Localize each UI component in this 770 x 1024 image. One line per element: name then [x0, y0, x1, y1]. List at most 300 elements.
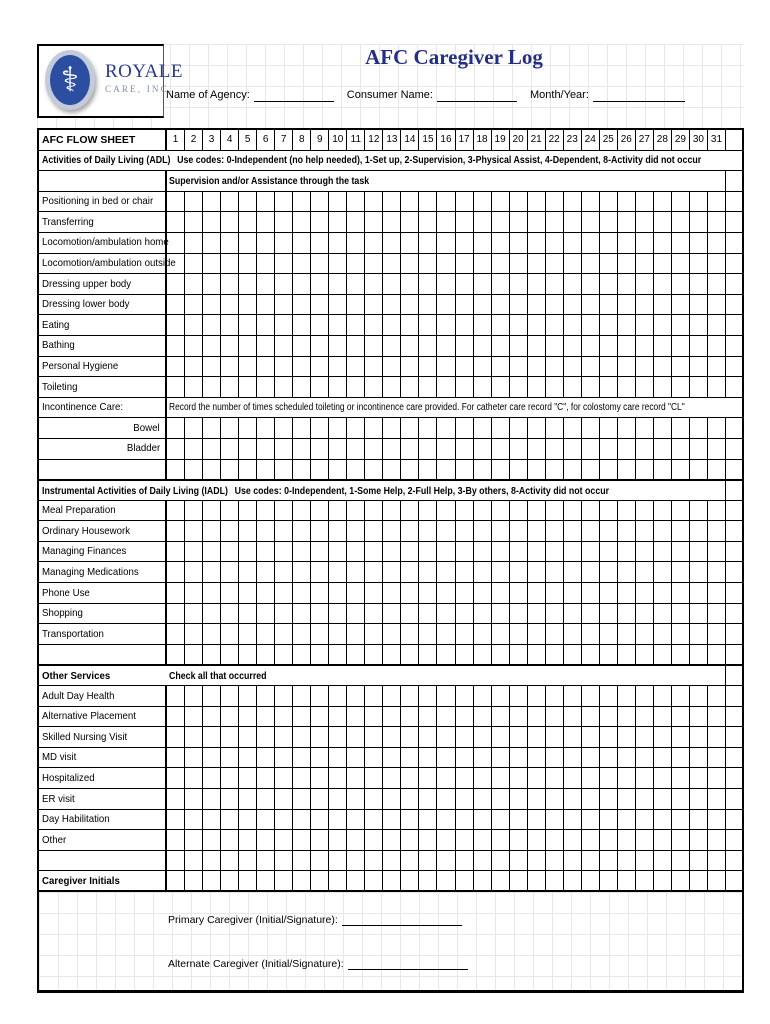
- day-cell[interactable]: [563, 315, 581, 335]
- day-cell[interactable]: [418, 254, 436, 274]
- day-cell[interactable]: [653, 686, 671, 706]
- day-cell[interactable]: [689, 871, 707, 890]
- day-cell[interactable]: [436, 254, 454, 274]
- day-cell[interactable]: [436, 439, 454, 459]
- day-cell[interactable]: [689, 748, 707, 768]
- day-cell[interactable]: [382, 686, 400, 706]
- day-cell[interactable]: [400, 604, 418, 624]
- day-cell[interactable]: [491, 233, 509, 253]
- day-cell[interactable]: [509, 192, 527, 212]
- day-cell[interactable]: [545, 851, 563, 871]
- day-cell[interactable]: [599, 686, 617, 706]
- day-cell[interactable]: [364, 604, 382, 624]
- day-cell[interactable]: [292, 830, 310, 850]
- day-cell[interactable]: [436, 604, 454, 624]
- day-cell[interactable]: [382, 830, 400, 850]
- day-cell[interactable]: [202, 604, 220, 624]
- day-cell[interactable]: [364, 192, 382, 212]
- day-cell[interactable]: [256, 501, 274, 521]
- day-cell[interactable]: [527, 295, 545, 315]
- day-cell[interactable]: [184, 233, 202, 253]
- day-cell[interactable]: [202, 542, 220, 562]
- day-cell[interactable]: [274, 645, 292, 665]
- day-cell[interactable]: [364, 233, 382, 253]
- day-cell[interactable]: [184, 851, 202, 871]
- day-cell[interactable]: [635, 768, 653, 788]
- day-cell[interactable]: [328, 810, 346, 830]
- day-cell[interactable]: [599, 871, 617, 890]
- day-cell[interactable]: [364, 871, 382, 890]
- day-cell[interactable]: [671, 583, 689, 603]
- day-cell[interactable]: [473, 871, 491, 890]
- day-cell[interactable]: [400, 274, 418, 294]
- day-cell[interactable]: [184, 460, 202, 480]
- day-cell[interactable]: [455, 748, 473, 768]
- day-cell[interactable]: [184, 439, 202, 459]
- day-cell[interactable]: [418, 460, 436, 480]
- day-cell[interactable]: [310, 212, 328, 232]
- day-cell[interactable]: [220, 645, 238, 665]
- day-cell[interactable]: [545, 377, 563, 397]
- day-cell[interactable]: [527, 357, 545, 377]
- day-cell[interactable]: [671, 254, 689, 274]
- day-cell[interactable]: [328, 830, 346, 850]
- day-cell[interactable]: [473, 851, 491, 871]
- day-cell[interactable]: [581, 542, 599, 562]
- day-cell[interactable]: [653, 727, 671, 747]
- day-cell[interactable]: [167, 727, 184, 747]
- day-cell[interactable]: [689, 768, 707, 788]
- day-cell[interactable]: [238, 212, 256, 232]
- day-cell[interactable]: [418, 336, 436, 356]
- day-cell[interactable]: [274, 274, 292, 294]
- day-cell[interactable]: [292, 871, 310, 890]
- day-cell[interactable]: [328, 624, 346, 644]
- day-cell[interactable]: [167, 233, 184, 253]
- day-cell[interactable]: [491, 810, 509, 830]
- day-cell[interactable]: [473, 789, 491, 809]
- day-cell[interactable]: [599, 645, 617, 665]
- day-cell[interactable]: [563, 707, 581, 727]
- day-cell[interactable]: [707, 233, 725, 253]
- day-cell[interactable]: [238, 521, 256, 541]
- day-cell[interactable]: [563, 357, 581, 377]
- day-cell[interactable]: [274, 212, 292, 232]
- day-cell[interactable]: [202, 748, 220, 768]
- day-cell[interactable]: [202, 212, 220, 232]
- day-cell[interactable]: [617, 357, 635, 377]
- day-cell[interactable]: [617, 851, 635, 871]
- day-cell[interactable]: [220, 501, 238, 521]
- day-cell[interactable]: [274, 583, 292, 603]
- day-cell[interactable]: [545, 830, 563, 850]
- day-cell[interactable]: [328, 233, 346, 253]
- day-cell[interactable]: [436, 707, 454, 727]
- day-cell[interactable]: [581, 562, 599, 582]
- day-cell[interactable]: [455, 274, 473, 294]
- day-cell[interactable]: [635, 604, 653, 624]
- day-cell[interactable]: [527, 768, 545, 788]
- day-cell[interactable]: [418, 727, 436, 747]
- day-cell[interactable]: [364, 768, 382, 788]
- day-cell[interactable]: [418, 521, 436, 541]
- day-cell[interactable]: [256, 707, 274, 727]
- day-cell[interactable]: [455, 357, 473, 377]
- day-cell[interactable]: [707, 460, 725, 480]
- day-cell[interactable]: [274, 830, 292, 850]
- day-cell[interactable]: [364, 686, 382, 706]
- day-cell[interactable]: [617, 871, 635, 890]
- day-cell[interactable]: [545, 501, 563, 521]
- day-cell[interactable]: [184, 748, 202, 768]
- day-cell[interactable]: [545, 542, 563, 562]
- day-cell[interactable]: [509, 562, 527, 582]
- day-cell[interactable]: [599, 707, 617, 727]
- day-cell[interactable]: [436, 315, 454, 335]
- day-cell[interactable]: [653, 562, 671, 582]
- day-cell[interactable]: [581, 315, 599, 335]
- day-cell[interactable]: [184, 274, 202, 294]
- day-cell[interactable]: [689, 583, 707, 603]
- day-cell[interactable]: [689, 830, 707, 850]
- day-cell[interactable]: [202, 233, 220, 253]
- day-cell[interactable]: [491, 501, 509, 521]
- day-cell[interactable]: [238, 357, 256, 377]
- day-cell[interactable]: [238, 604, 256, 624]
- day-cell[interactable]: [220, 604, 238, 624]
- day-cell[interactable]: [238, 336, 256, 356]
- day-cell[interactable]: [509, 315, 527, 335]
- day-cell[interactable]: [364, 418, 382, 438]
- day-cell[interactable]: [220, 357, 238, 377]
- day-cell[interactable]: [599, 501, 617, 521]
- day-cell[interactable]: [418, 439, 436, 459]
- day-cell[interactable]: [220, 583, 238, 603]
- day-cell[interactable]: [491, 418, 509, 438]
- day-cell[interactable]: [310, 686, 328, 706]
- day-cell[interactable]: [400, 192, 418, 212]
- day-cell[interactable]: [256, 810, 274, 830]
- day-cell[interactable]: [599, 748, 617, 768]
- day-cell[interactable]: [689, 624, 707, 644]
- day-cell[interactable]: [418, 377, 436, 397]
- day-cell[interactable]: [707, 604, 725, 624]
- day-cell[interactable]: [202, 810, 220, 830]
- day-cell[interactable]: [707, 645, 725, 665]
- day-cell[interactable]: [346, 542, 364, 562]
- day-cell[interactable]: [256, 212, 274, 232]
- day-cell[interactable]: [274, 562, 292, 582]
- day-cell[interactable]: [238, 768, 256, 788]
- day-cell[interactable]: [346, 315, 364, 335]
- day-cell[interactable]: [310, 624, 328, 644]
- day-cell[interactable]: [400, 521, 418, 541]
- day-cell[interactable]: [689, 727, 707, 747]
- day-cell[interactable]: [436, 501, 454, 521]
- day-cell[interactable]: [599, 727, 617, 747]
- day-cell[interactable]: [455, 501, 473, 521]
- day-cell[interactable]: [382, 336, 400, 356]
- day-cell[interactable]: [581, 583, 599, 603]
- day-cell[interactable]: [238, 501, 256, 521]
- day-cell[interactable]: [184, 501, 202, 521]
- day-cell[interactable]: [418, 542, 436, 562]
- day-cell[interactable]: [473, 521, 491, 541]
- day-cell[interactable]: [707, 830, 725, 850]
- day-cell[interactable]: [689, 377, 707, 397]
- day-cell[interactable]: [418, 686, 436, 706]
- day-cell[interactable]: [689, 810, 707, 830]
- day-cell[interactable]: [707, 295, 725, 315]
- day-cell[interactable]: [455, 830, 473, 850]
- day-cell[interactable]: [382, 254, 400, 274]
- day-cell[interactable]: [671, 871, 689, 890]
- day-cell[interactable]: [346, 748, 364, 768]
- day-cell[interactable]: [599, 460, 617, 480]
- day-cell[interactable]: [491, 830, 509, 850]
- day-cell[interactable]: [400, 295, 418, 315]
- day-cell[interactable]: [671, 192, 689, 212]
- day-cell[interactable]: [436, 192, 454, 212]
- day-cell[interactable]: [671, 315, 689, 335]
- day-cell[interactable]: [274, 192, 292, 212]
- day-cell[interactable]: [563, 583, 581, 603]
- day-cell[interactable]: [400, 212, 418, 232]
- day-cell[interactable]: [184, 583, 202, 603]
- day-cell[interactable]: [184, 212, 202, 232]
- day-cell[interactable]: [202, 521, 220, 541]
- day-cell[interactable]: [509, 604, 527, 624]
- day-cell[interactable]: [635, 377, 653, 397]
- day-cell[interactable]: [256, 233, 274, 253]
- day-cell[interactable]: [545, 274, 563, 294]
- day-cell[interactable]: [310, 871, 328, 890]
- day-cell[interactable]: [436, 212, 454, 232]
- day-cell[interactable]: [274, 686, 292, 706]
- day-cell[interactable]: [581, 727, 599, 747]
- day-cell[interactable]: [527, 233, 545, 253]
- day-cell[interactable]: [509, 501, 527, 521]
- day-cell[interactable]: [364, 562, 382, 582]
- day-cell[interactable]: [671, 295, 689, 315]
- day-cell[interactable]: [310, 501, 328, 521]
- day-cell[interactable]: [400, 542, 418, 562]
- day-cell[interactable]: [653, 233, 671, 253]
- day-cell[interactable]: [527, 336, 545, 356]
- day-cell[interactable]: [436, 521, 454, 541]
- day-cell[interactable]: [310, 521, 328, 541]
- day-cell[interactable]: [491, 460, 509, 480]
- day-cell[interactable]: [671, 357, 689, 377]
- day-cell[interactable]: [328, 336, 346, 356]
- day-cell[interactable]: [184, 418, 202, 438]
- day-cell[interactable]: [310, 583, 328, 603]
- day-cell[interactable]: [473, 707, 491, 727]
- day-cell[interactable]: [328, 871, 346, 890]
- day-cell[interactable]: [400, 645, 418, 665]
- day-cell[interactable]: [491, 295, 509, 315]
- day-cell[interactable]: [220, 851, 238, 871]
- day-cell[interactable]: [617, 460, 635, 480]
- day-cell[interactable]: [617, 768, 635, 788]
- day-cell[interactable]: [509, 357, 527, 377]
- day-cell[interactable]: [167, 460, 184, 480]
- day-cell[interactable]: [167, 501, 184, 521]
- day-cell[interactable]: [707, 418, 725, 438]
- day-cell[interactable]: [509, 542, 527, 562]
- day-cell[interactable]: [509, 295, 527, 315]
- day-cell[interactable]: [491, 439, 509, 459]
- day-cell[interactable]: [491, 624, 509, 644]
- day-cell[interactable]: [346, 830, 364, 850]
- day-cell[interactable]: [256, 357, 274, 377]
- day-cell[interactable]: [545, 212, 563, 232]
- day-cell[interactable]: [328, 604, 346, 624]
- agency-input-line[interactable]: [254, 88, 334, 102]
- day-cell[interactable]: [653, 295, 671, 315]
- day-cell[interactable]: [617, 542, 635, 562]
- day-cell[interactable]: [545, 418, 563, 438]
- day-cell[interactable]: [220, 748, 238, 768]
- day-cell[interactable]: [418, 192, 436, 212]
- day-cell[interactable]: [545, 707, 563, 727]
- day-cell[interactable]: [167, 562, 184, 582]
- day-cell[interactable]: [635, 439, 653, 459]
- day-cell[interactable]: [653, 789, 671, 809]
- day-cell[interactable]: [581, 748, 599, 768]
- day-cell[interactable]: [563, 295, 581, 315]
- day-cell[interactable]: [581, 336, 599, 356]
- day-cell[interactable]: [635, 212, 653, 232]
- day-cell[interactable]: [473, 562, 491, 582]
- day-cell[interactable]: [238, 645, 256, 665]
- day-cell[interactable]: [635, 357, 653, 377]
- day-cell[interactable]: [346, 521, 364, 541]
- day-cell[interactable]: [346, 768, 364, 788]
- day-cell[interactable]: [184, 542, 202, 562]
- day-cell[interactable]: [364, 212, 382, 232]
- day-cell[interactable]: [382, 810, 400, 830]
- day-cell[interactable]: [202, 274, 220, 294]
- day-cell[interactable]: [455, 604, 473, 624]
- day-cell[interactable]: [491, 707, 509, 727]
- day-cell[interactable]: [167, 851, 184, 871]
- day-cell[interactable]: [455, 295, 473, 315]
- day-cell[interactable]: [509, 583, 527, 603]
- day-cell[interactable]: [563, 789, 581, 809]
- day-cell[interactable]: [238, 583, 256, 603]
- day-cell[interactable]: [328, 418, 346, 438]
- day-cell[interactable]: [238, 192, 256, 212]
- day-cell[interactable]: [599, 851, 617, 871]
- day-cell[interactable]: [202, 315, 220, 335]
- day-cell[interactable]: [509, 274, 527, 294]
- day-cell[interactable]: [400, 460, 418, 480]
- day-cell[interactable]: [328, 377, 346, 397]
- day-cell[interactable]: [346, 439, 364, 459]
- day-cell[interactable]: [707, 254, 725, 274]
- day-cell[interactable]: [689, 562, 707, 582]
- day-cell[interactable]: [310, 439, 328, 459]
- day-cell[interactable]: [545, 624, 563, 644]
- day-cell[interactable]: [653, 583, 671, 603]
- day-cell[interactable]: [364, 748, 382, 768]
- day-cell[interactable]: [202, 192, 220, 212]
- day-cell[interactable]: [635, 336, 653, 356]
- day-cell[interactable]: [707, 768, 725, 788]
- day-cell[interactable]: [256, 418, 274, 438]
- day-cell[interactable]: [382, 789, 400, 809]
- day-cell[interactable]: [527, 686, 545, 706]
- day-cell[interactable]: [455, 542, 473, 562]
- day-cell[interactable]: [599, 583, 617, 603]
- day-cell[interactable]: [473, 233, 491, 253]
- day-cell[interactable]: [491, 727, 509, 747]
- day-cell[interactable]: [455, 439, 473, 459]
- day-cell[interactable]: [581, 810, 599, 830]
- day-cell[interactable]: [635, 460, 653, 480]
- day-cell[interactable]: [491, 562, 509, 582]
- day-cell[interactable]: [382, 851, 400, 871]
- day-cell[interactable]: [274, 501, 292, 521]
- day-cell[interactable]: [509, 748, 527, 768]
- day-cell[interactable]: [400, 233, 418, 253]
- day-cell[interactable]: [310, 357, 328, 377]
- day-cell[interactable]: [364, 357, 382, 377]
- day-cell[interactable]: [382, 604, 400, 624]
- day-cell[interactable]: [167, 212, 184, 232]
- day-cell[interactable]: [581, 707, 599, 727]
- day-cell[interactable]: [364, 501, 382, 521]
- day-cell[interactable]: [310, 727, 328, 747]
- day-cell[interactable]: [689, 789, 707, 809]
- day-cell[interactable]: [617, 274, 635, 294]
- day-cell[interactable]: [220, 768, 238, 788]
- day-cell[interactable]: [617, 212, 635, 232]
- day-cell[interactable]: [671, 768, 689, 788]
- day-cell[interactable]: [346, 645, 364, 665]
- day-cell[interactable]: [167, 521, 184, 541]
- day-cell[interactable]: [455, 686, 473, 706]
- day-cell[interactable]: [274, 315, 292, 335]
- day-cell[interactable]: [707, 583, 725, 603]
- day-cell[interactable]: [671, 274, 689, 294]
- day-cell[interactable]: [292, 645, 310, 665]
- day-cell[interactable]: [527, 562, 545, 582]
- day-cell[interactable]: [617, 295, 635, 315]
- day-cell[interactable]: [400, 727, 418, 747]
- day-cell[interactable]: [436, 542, 454, 562]
- day-cell[interactable]: [382, 501, 400, 521]
- day-cell[interactable]: [346, 604, 364, 624]
- day-cell[interactable]: [545, 315, 563, 335]
- day-cell[interactable]: [545, 768, 563, 788]
- day-cell[interactable]: [635, 624, 653, 644]
- day-cell[interactable]: [274, 254, 292, 274]
- day-cell[interactable]: [491, 851, 509, 871]
- day-cell[interactable]: [256, 521, 274, 541]
- day-cell[interactable]: [617, 521, 635, 541]
- day-cell[interactable]: [274, 377, 292, 397]
- day-cell[interactable]: [635, 542, 653, 562]
- day-cell[interactable]: [653, 645, 671, 665]
- day-cell[interactable]: [274, 871, 292, 890]
- day-cell[interactable]: [328, 212, 346, 232]
- day-cell[interactable]: [400, 851, 418, 871]
- day-cell[interactable]: [310, 810, 328, 830]
- day-cell[interactable]: [653, 707, 671, 727]
- day-cell[interactable]: [599, 604, 617, 624]
